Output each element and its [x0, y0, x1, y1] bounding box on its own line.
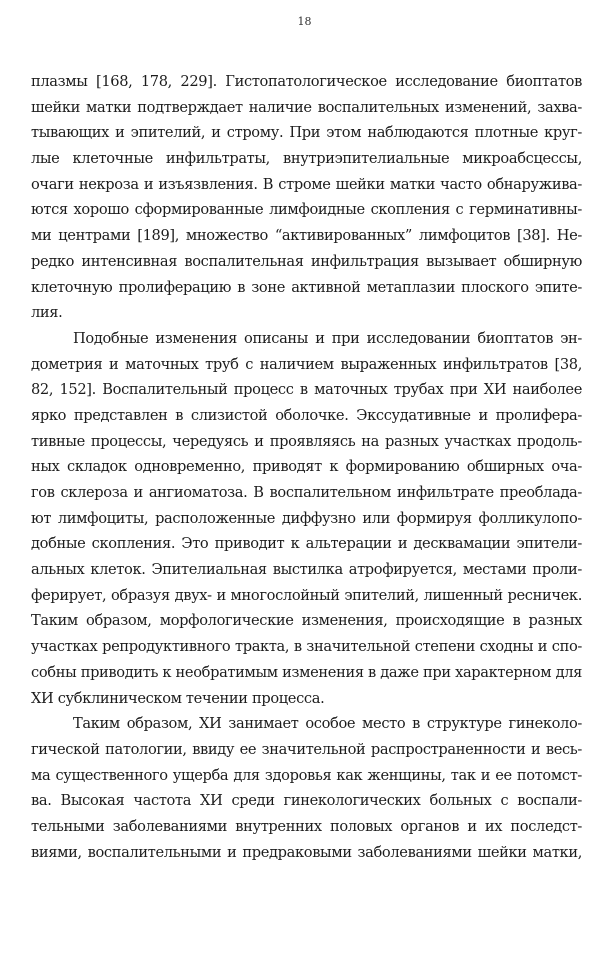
- text-line: собны приводить к необратимым изменения в даже при характерном для: [31, 663, 582, 681]
- text-line: тельными заболеваниями внутренних половых органов и их последст-: [31, 817, 582, 835]
- text-line: редко интенсивная воспалительная инфильтрация вызывает обширную: [31, 252, 582, 270]
- text-line: ют лимфоциты, расположенные диффузно или формируя фолликулопо-: [31, 509, 582, 527]
- text-line: ма существенного ущерба для здоровья как женщины, так и ее потомст-: [31, 766, 582, 784]
- text-line: дометрия и маточных труб с наличием выраженных инфильтратов [38,: [31, 355, 582, 373]
- text-line: тывающих и эпителий, и строму. При этом наблюдаются плотные круг-: [31, 124, 582, 142]
- text-line: альных клеток. Эпителиальная выстилка атрофируется, местами проли-: [31, 561, 582, 579]
- paragraph-2: [31, 326, 582, 711]
- text-line: шейки матки подтверждает наличие воспалительных изменений, захва-: [31, 98, 582, 116]
- text-line: плазмы [168, 178, 229]. Гистопатологическое исследование биоптатов: [31, 73, 582, 90]
- text-line: ются хорошо сформированные лимфоидные скопления с герминативны-: [31, 201, 582, 219]
- text-line: гов склероза и ангиоматоза. В воспалительном инфильтрате преоблада-: [31, 484, 582, 501]
- text-line: Подобные изменения описаны и при исследовании биоптатов эн-: [73, 329, 582, 347]
- text-line: Таким образом, ХИ занимает особое место в структуре гинеколо-: [73, 715, 582, 733]
- text-line: Таким образом, морфологические изменения, происходящие в разных: [31, 612, 582, 630]
- paragraph-3: [31, 711, 582, 865]
- paragraph-1: [31, 69, 582, 326]
- text-line: ярко представлен в слизистой оболочке. Экссудативные и пролифера-: [31, 406, 582, 424]
- text-line: 82, 152]. Воспалительный процесс в маточных трубах при ХИ наиболее: [31, 381, 582, 399]
- text-line: гической патологии, ввиду ее значительной распространенности и весь-: [31, 740, 582, 758]
- text-line: лые клеточные инфильтраты, внутриэпителиальные микроабсцессы,: [31, 150, 582, 168]
- text-line: тивные процессы, чередуясь и проявляясь на разных участках продоль-: [31, 432, 582, 450]
- text-line: клеточную пролиферацию в зоне активной метаплазии плоского эпите-: [31, 278, 582, 296]
- text-line: ми центрами [189], множество “активированных” лимфоцитов [38]. Не-: [31, 227, 582, 245]
- text-line: виями, воспалительными и предраковыми заболеваниями шейки матки,: [31, 843, 582, 861]
- text-line: участках репродуктивного тракта, в значительной степени сходны и спо-: [31, 638, 582, 656]
- page-number: 18: [297, 15, 312, 28]
- text-line: ных складок одновременно, приводят к формированию обширных оча-: [31, 458, 582, 476]
- text-line: ферирует, образуя двух- и многослойный эпителий, лишенный ресничек.: [31, 586, 582, 604]
- text-line: лия.: [31, 304, 63, 322]
- text-line: добные скопления. Это приводит к альтерации и десквамации эпители-: [31, 535, 582, 553]
- text-line: ва. Высокая частота ХИ среди гинекологических больных с воспали-: [31, 792, 582, 810]
- text-line: очаги некроза и изъязвления. В строме шейки матки часто обнаружива-: [31, 175, 582, 193]
- text-line: ХИ субклиническом течении процесса.: [31, 689, 325, 707]
- body-text: [31, 69, 582, 865]
